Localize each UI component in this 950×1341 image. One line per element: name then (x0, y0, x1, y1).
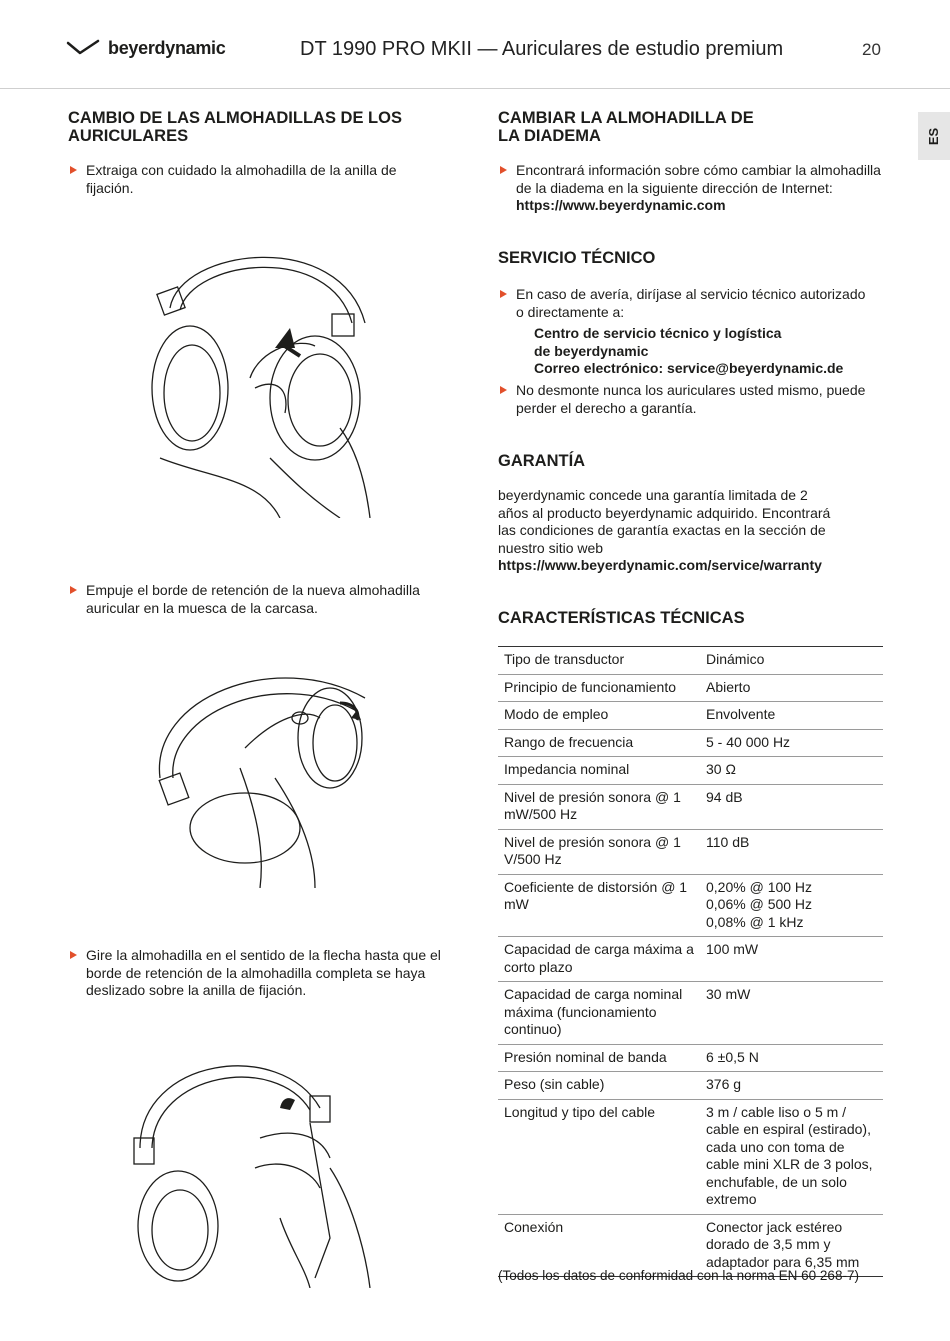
earpad-step-3-text: Gire la almohadilla en el sentido de la flecha hasta que el borde de retención de la almohadilla completa se haya deslizado sobre la anilla de fijación. (86, 947, 441, 998)
spec-value: Abierto (706, 678, 751, 695)
spec-label: Impedancia nominal (504, 761, 630, 777)
spec-label: Modo de empleo (504, 706, 609, 722)
spec-label: Tipo de transductor (504, 651, 625, 667)
spec-label: Coeficiente de distorsión @ 1 mW (504, 878, 688, 912)
service-center (534, 325, 879, 378)
earpad-step-2 (68, 582, 456, 617)
specs-heading: CARACTERÍSTICAS TÉCNICAS (498, 609, 745, 627)
spec-value: Envolvente (706, 706, 776, 722)
service-center-line-2: de beyerdynamic (534, 342, 649, 359)
spec-label: Nivel de presión sonora @ 1 mW/500 Hz (504, 788, 681, 822)
warranty-paragraph (498, 487, 838, 575)
earpad-step-3 (68, 947, 471, 1000)
service-step-1 (498, 286, 876, 321)
specs-footnote: (Todos los datos de conformidad con la norma EN 60 268-7) (498, 1268, 859, 1283)
language-tab-label: ES (926, 127, 942, 145)
specs-table (498, 646, 883, 1277)
service-heading: SERVICIO TÉCNICO (498, 249, 656, 267)
document-title: DT 1990 PRO MKII — Auriculares de estudio premium (300, 38, 784, 60)
bullet-arrow-icon (70, 951, 77, 959)
headband-step-text: Encontrará información sobre cómo cambiar la almohadilla de la diadema en la siguiente dirección de Internet: (516, 162, 881, 196)
spec-value: Conector jack estéreo dorado de 3,5 mm y adaptador para 6,35 mm (706, 1218, 860, 1270)
beyerdynamic-logo-icon (66, 39, 100, 59)
earpad-step-1-text: Extraiga con cuidado la almohadilla de la anilla de fijación. (86, 162, 397, 196)
spec-value: 100 mW (706, 941, 759, 957)
spec-row (498, 702, 883, 730)
bullet-arrow-icon (500, 166, 507, 174)
spec-value: 30 Ω (706, 761, 736, 777)
spec-value: 5 - 40 000 Hz (706, 733, 791, 750)
service-step-1-text: En caso de avería, diríjase al servicio técnico autorizado o directamente a: (516, 286, 866, 320)
spec-value: 6 ±0,5 N (706, 1048, 759, 1065)
bullet-arrow-icon (500, 386, 507, 394)
earpad-step-1 (68, 162, 441, 197)
spec-label: Rango de frecuencia (504, 733, 634, 750)
spec-row (498, 757, 883, 785)
spec-row (498, 829, 883, 874)
spec-row (498, 729, 883, 757)
spec-row (498, 1044, 883, 1072)
spec-label: Principio de funcionamiento (504, 678, 676, 695)
spec-label: Capacidad de carga máxima a corto plazo (504, 941, 694, 975)
bullet-arrow-icon (500, 290, 507, 298)
spec-value: 94 dB (706, 788, 743, 805)
spec-value: 30 mW (706, 986, 751, 1002)
spec-label: Longitud y tipo del cable (504, 1103, 655, 1120)
service-email[interactable]: Correo electrónico: service@beyerdynamic.de (534, 360, 844, 376)
earpad-step-2-text: Empuje el borde de retención de la nueva almohadilla auricular en la muesca de la carcasa. (86, 582, 420, 616)
illustration-rotate-earpad (130, 1048, 380, 1288)
headband-url[interactable]: https://www.beyerdynamic.com (516, 197, 726, 213)
warranty-url[interactable]: https://www.beyerdynamic.com/service/warranty (498, 557, 822, 573)
spec-row (498, 647, 883, 675)
spec-label: Peso (sin cable) (504, 1076, 605, 1092)
spec-row (498, 982, 883, 1045)
brand-name: beyerdynamic (108, 38, 226, 58)
page-number: 20 (862, 40, 881, 59)
spec-label: Presión nominal de banda (504, 1048, 667, 1065)
brand-logo (66, 38, 225, 59)
warranty-text: beyerdynamic concede una garantía limitada de 2 años al producto beyerdynamic adquirido. Encontrará las condiciones de garantía exactas en la sección de nuestro sitio web (498, 487, 831, 556)
spec-row (498, 1099, 883, 1214)
service-center-line-1: Centro de servicio técnico y logística (534, 325, 782, 341)
spec-label: Capacidad de carga nominal máxima (funcionamiento continuo) (504, 986, 683, 1037)
spec-value: Dinámico (706, 651, 765, 667)
spec-row (498, 937, 883, 982)
service-step-2-text: No desmonte nunca los auriculares usted mismo, puede perder el derecho a garantía. (516, 382, 866, 416)
headband-step (498, 162, 896, 215)
spec-row (498, 874, 883, 937)
spec-value: 376 g (706, 1076, 742, 1092)
service-step-2 (498, 382, 881, 417)
spec-row (498, 1072, 883, 1100)
language-tab (918, 112, 950, 160)
warranty-heading: GARANTÍA (498, 452, 586, 470)
illustration-remove-earpad (140, 228, 380, 518)
headband-heading: CAMBIAR LA ALMOHADILLA DE LA DIADEMA (498, 109, 754, 145)
illustration-insert-earpad (145, 658, 375, 888)
spec-value: 110 dB (706, 833, 750, 850)
bullet-arrow-icon (70, 166, 77, 174)
spec-row (498, 674, 883, 702)
bullet-arrow-icon (70, 586, 77, 594)
spec-label: Nivel de presión sonora @ 1 V/500 Hz (504, 833, 681, 867)
spec-row (498, 784, 883, 829)
spec-value: 3 m / cable liso o 5 m / cable en espiral (estirado), cada uno con toma de cable mini XLR de 3 polos, enchufable, de un solo extremo (706, 1103, 873, 1207)
spec-label: Conexión (504, 1218, 564, 1235)
spec-value: 0,20% @ 100 Hz 0,06% @ 500 Hz 0,08% @ 1 kHz (706, 878, 813, 930)
earpad-heading: CAMBIO DE LAS ALMOHADILLAS DE LOS AURICULARES (68, 109, 402, 145)
page-header (0, 0, 950, 89)
